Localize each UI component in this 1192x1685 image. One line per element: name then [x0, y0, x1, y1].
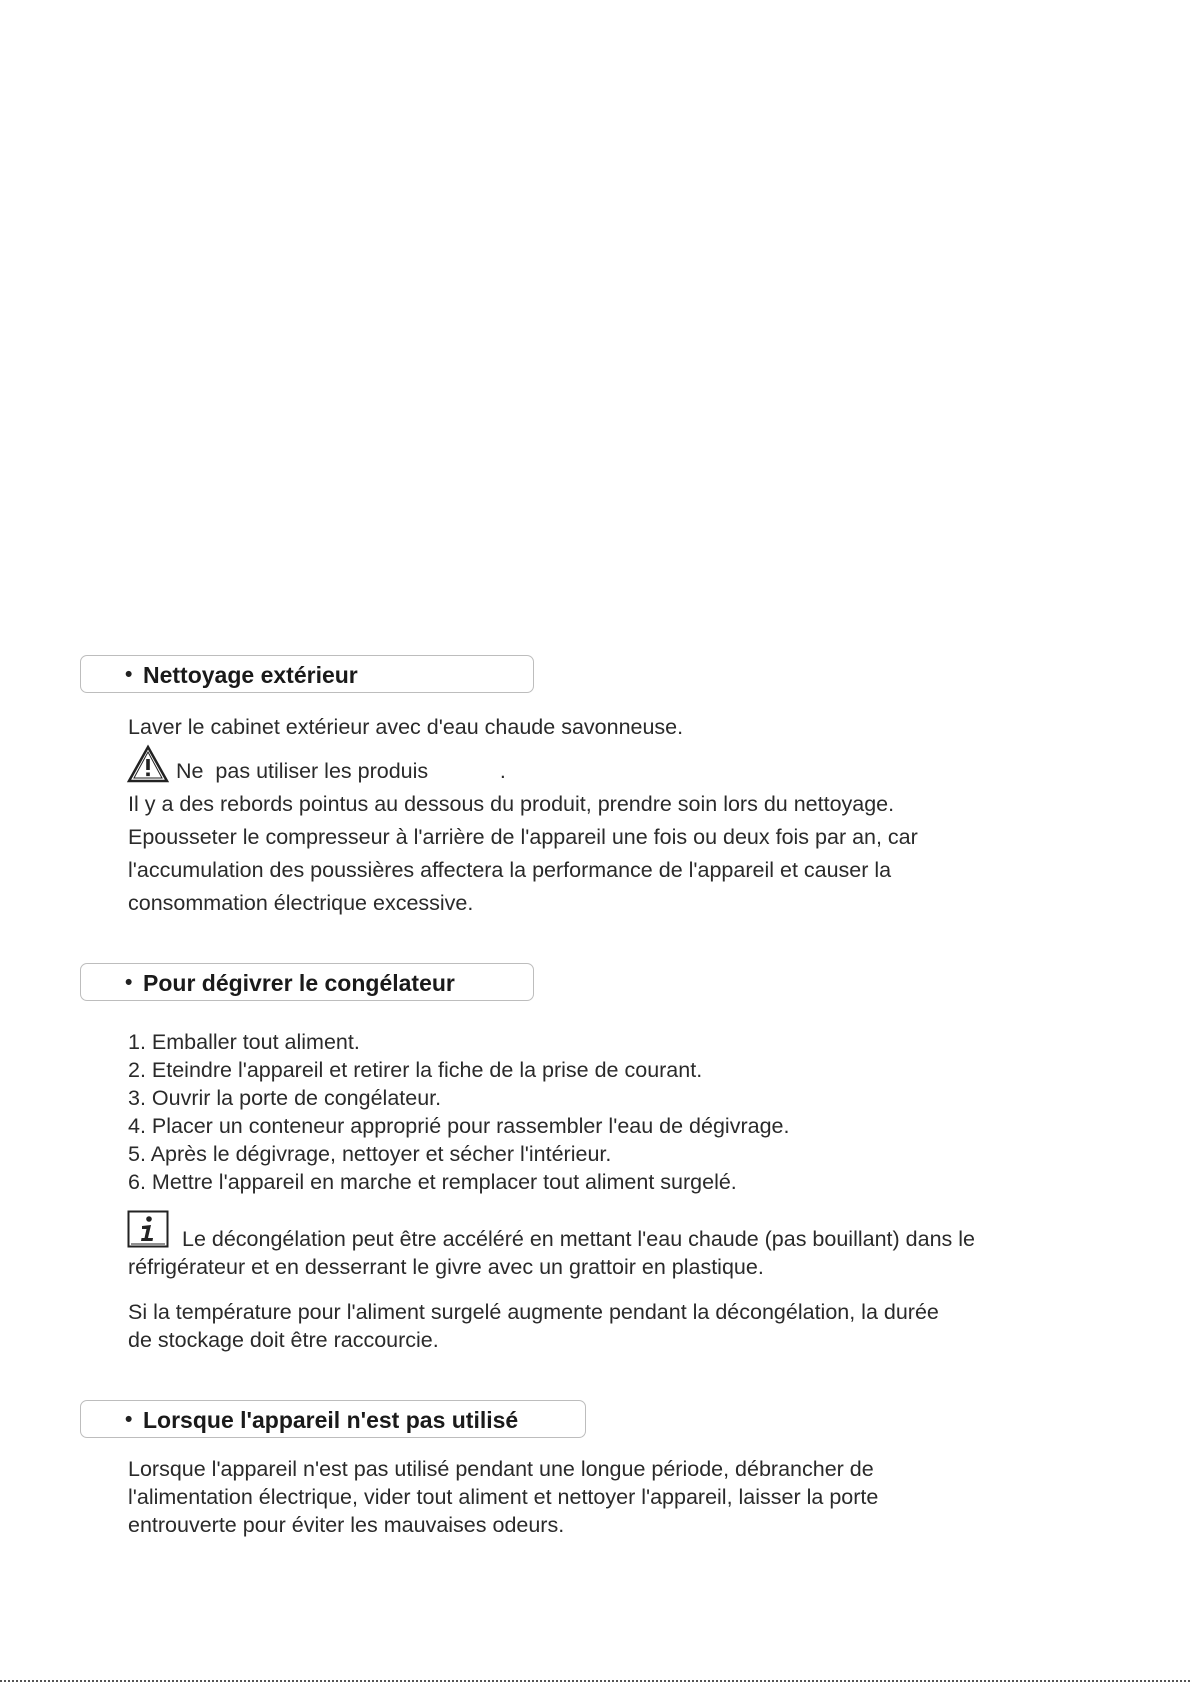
defrost-step-6: 6. Mettre l'appareil en marche et remplacer tout aliment surgelé. [128, 1170, 737, 1194]
defrost-step-2: 2. Eteindre l'appareil et retirer la fiche de la prise de courant. [128, 1058, 703, 1082]
unused-line-3: entrouverte pour éviter les mauvaises odeurs. [128, 1513, 565, 1537]
defrost-step-1: 1. Emballer tout aliment. [128, 1030, 360, 1054]
defrost-step-3: 3. Ouvrir la porte de congélateur. [128, 1086, 442, 1110]
warning-triangle-icon [126, 744, 170, 784]
note-line-2: de stockage doit être raccourcie. [128, 1328, 439, 1352]
info-line-2: réfrigérateur et en desserrant le givre avec un grattoir en plastique. [128, 1255, 764, 1279]
section-title-exterior: Nettoyage extérieur [143, 662, 358, 688]
section-header-unused [80, 1400, 586, 1438]
exterior-line-2: Ne pas utiliser les produis . [176, 759, 506, 783]
unused-line-2: l'alimentation électrique, vider tout aliment et nettoyer l'appareil, laisser la porte [128, 1485, 879, 1509]
note-line-1: Si la température pour l'aliment surgelé augmente pendant la décongélation, la durée [128, 1300, 939, 1324]
section-header-defrost [80, 963, 534, 1001]
exterior-line-6: consommation électrique excessive. [128, 891, 474, 915]
defrost-step-4: 4. Placer un conteneur approprié pour rassembler l'eau de dégivrage. [128, 1114, 790, 1138]
exterior-line-1: Laver le cabinet extérieur avec d'eau chaude savonneuse. [128, 715, 684, 739]
bullet: • [125, 971, 133, 994]
exterior-line-5: l'accumulation des poussières affectera la performance de l'appareil et causer la [128, 858, 892, 882]
section-title-unused: Lorsque l'appareil n'est pas utilisé [143, 1407, 519, 1433]
bullet: • [125, 1408, 133, 1431]
exterior-line-3: Il y a des rebords pointus au dessous du produit, prendre soin lors du nettoyage. [128, 792, 895, 816]
defrost-step-5: 5. Après le dégivrage, nettoyer et sécher l'intérieur. [128, 1142, 612, 1166]
info-icon [127, 1210, 169, 1248]
unused-line-1: Lorsque l'appareil n'est pas utilisé pendant une longue période, débrancher de [128, 1457, 874, 1481]
section-header-exterior [80, 655, 534, 693]
exterior-line-4: Epousseter le compresseur à l'arrière de l'appareil une fois ou deux fois par an, car [128, 825, 918, 849]
info-line-1: Le décongélation peut être accéléré en mettant l'eau chaude (pas bouillant) dans le [182, 1227, 975, 1251]
page-bottom-rule [0, 1680, 1192, 1682]
section-title-defrost: Pour dégivrer le congélateur [143, 970, 455, 996]
bullet: • [125, 663, 133, 686]
